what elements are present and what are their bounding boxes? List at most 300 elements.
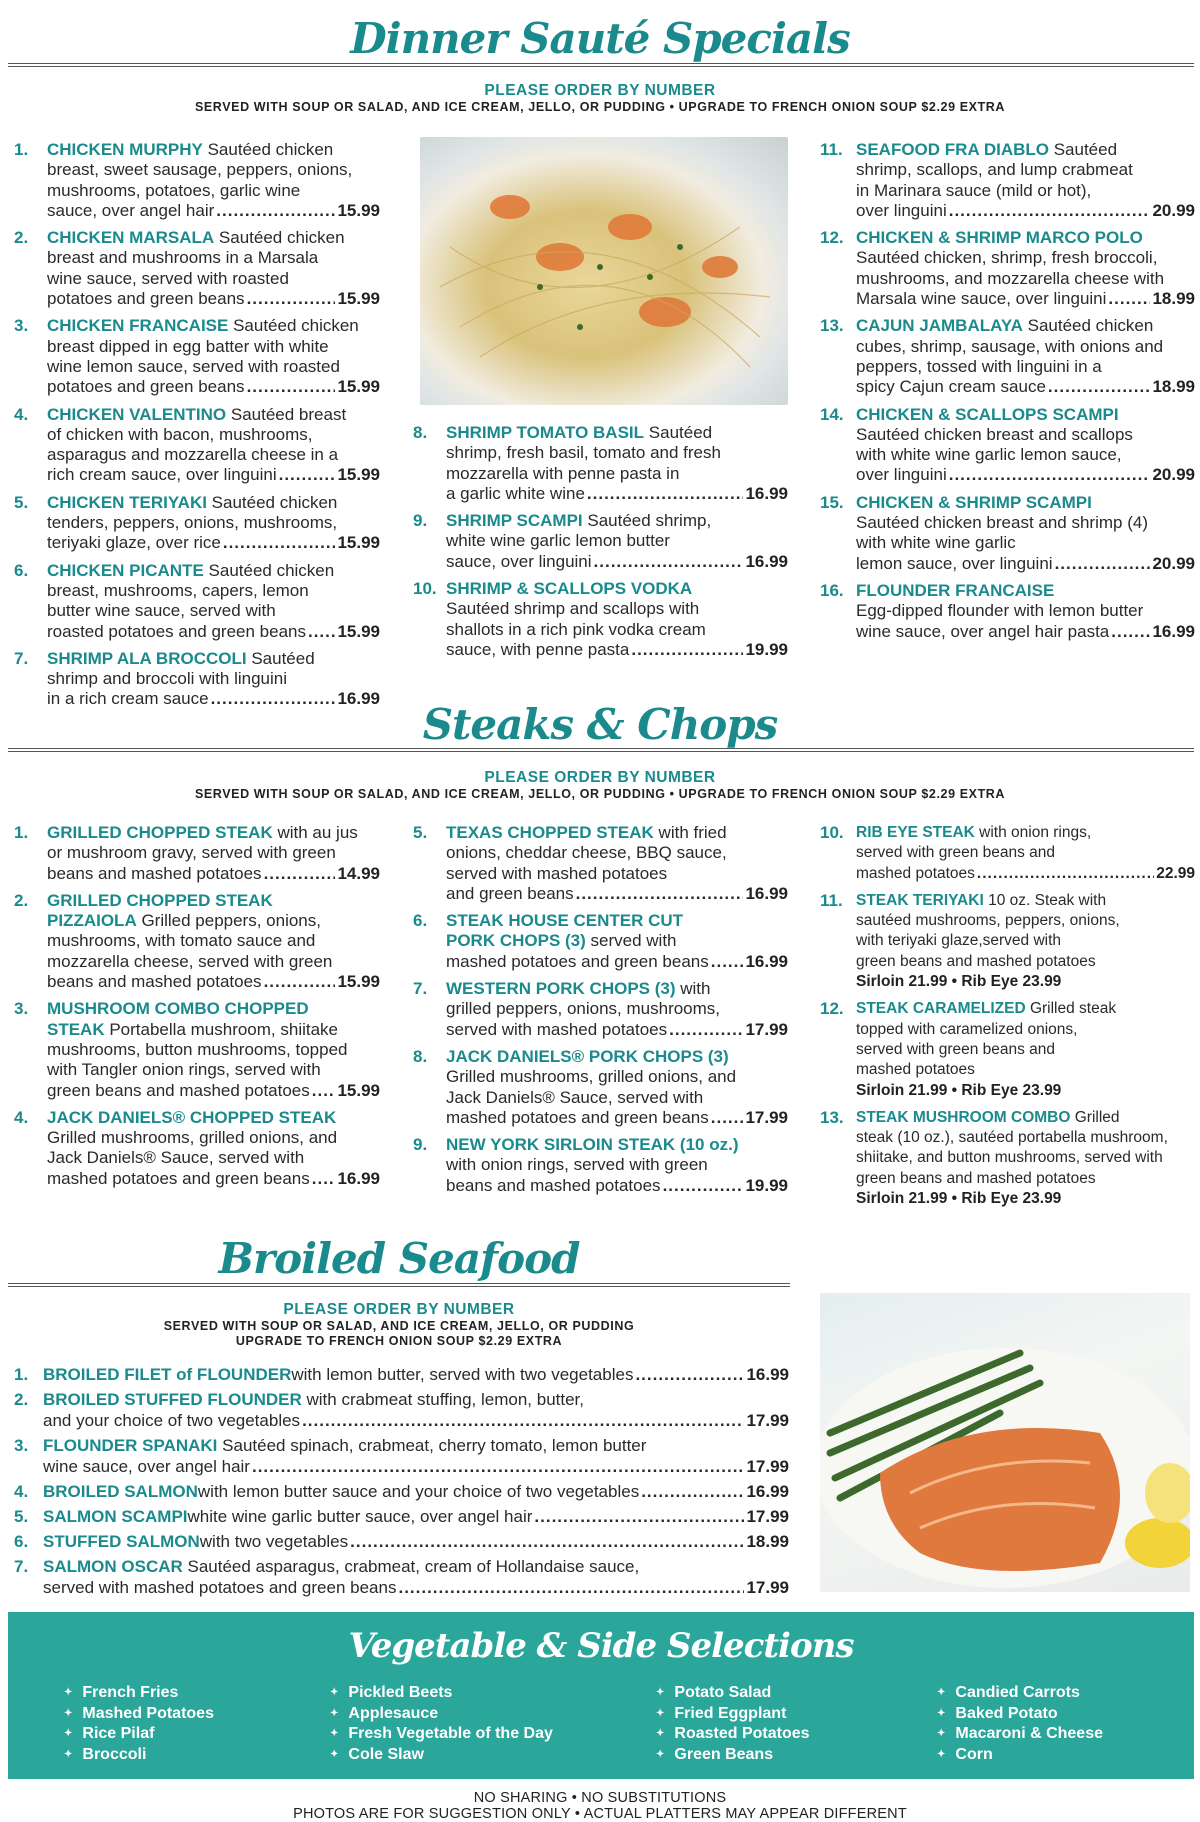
line-text: of chicken with bacon, mushrooms, bbox=[47, 424, 313, 444]
item-description-line bbox=[47, 181, 380, 201]
line-text: with au jus bbox=[272, 823, 358, 842]
line-text: mushrooms, with tomato sauce and bbox=[47, 931, 316, 951]
menu-item bbox=[14, 1481, 789, 1502]
item-description-line bbox=[856, 1148, 1195, 1168]
item-price: 16.99 bbox=[337, 689, 380, 709]
item-first-line bbox=[856, 228, 1195, 248]
line-text: shrimp and broccoli with linguini bbox=[47, 669, 288, 689]
line-text: Sautéed bbox=[644, 423, 713, 442]
menu-item bbox=[820, 493, 1195, 574]
item-description-line bbox=[856, 181, 1195, 201]
divider bbox=[8, 1283, 790, 1287]
item-description-line bbox=[43, 1410, 789, 1431]
item-price: 17.99 bbox=[745, 1019, 788, 1039]
dot-leader bbox=[1111, 622, 1150, 642]
dot-leader bbox=[1108, 289, 1150, 309]
line-text: cubes, shrimp, sausage, with onions and bbox=[856, 336, 1164, 356]
item-number: 6. bbox=[14, 1532, 29, 1551]
line-text: mozzarella with penne pasta in bbox=[446, 463, 680, 483]
line-text: green beans and mashed potatoes bbox=[856, 952, 1096, 970]
item-description-line bbox=[446, 531, 788, 551]
item-number: 3. bbox=[14, 1436, 29, 1455]
item-description-line bbox=[446, 1088, 788, 1108]
item-description-line bbox=[856, 201, 1195, 221]
line-text: tenders, peppers, onions, mushrooms, bbox=[47, 513, 338, 533]
sides-column-1 bbox=[64, 1684, 214, 1767]
salmon-photo bbox=[820, 1293, 1190, 1592]
line-text: Grilled peppers, onions, bbox=[136, 911, 321, 931]
item-description-line bbox=[47, 425, 380, 445]
section-title-saute: Dinner Sauté Specials bbox=[350, 14, 850, 63]
menu-item bbox=[413, 1135, 788, 1196]
item-price: 16.99 bbox=[745, 951, 788, 971]
dot-leader bbox=[279, 465, 336, 485]
dot-leader bbox=[663, 1176, 744, 1196]
steaks-header bbox=[0, 769, 1200, 802]
item-first-line bbox=[856, 316, 1195, 336]
line-text: breast and mushrooms in a Marsala bbox=[47, 248, 319, 268]
line-text: Sautéed chicken bbox=[203, 560, 335, 580]
item-description-line bbox=[856, 931, 1195, 951]
item-description-line bbox=[446, 931, 788, 951]
line-text: served with mashed potatoes bbox=[446, 863, 668, 883]
item-number: 5. bbox=[413, 823, 428, 842]
item-number: 12. bbox=[820, 228, 844, 248]
item-description-line bbox=[47, 377, 380, 397]
line-text: Grilled mushrooms, grilled onions, and bbox=[47, 1128, 338, 1148]
item-name: CHICKEN MURPHY bbox=[47, 140, 203, 159]
menu-item bbox=[820, 405, 1195, 486]
item-number: 2. bbox=[14, 1390, 29, 1409]
dot-leader bbox=[635, 1364, 744, 1385]
item-description-line bbox=[856, 554, 1195, 574]
menu-item bbox=[413, 979, 788, 1040]
item-number: 7. bbox=[14, 648, 29, 668]
dot-leader bbox=[308, 622, 335, 642]
item-description-line bbox=[47, 160, 380, 180]
dot-leader bbox=[223, 533, 336, 553]
item-description-line bbox=[43, 1456, 789, 1477]
item-name: FLOUNDER FRANCAISE bbox=[856, 580, 1055, 600]
dot-leader bbox=[641, 1481, 744, 1502]
item-name: CHICKEN & SHRIMP SCAMPI bbox=[856, 492, 1092, 512]
item-first-line bbox=[47, 891, 380, 911]
item-price: 19.99 bbox=[745, 1175, 788, 1195]
item-description-line bbox=[446, 464, 788, 484]
line-text: wine sauce, served with roasted bbox=[47, 268, 289, 288]
item-price-options: Sirloin 21.99 • Rib Eye 23.99 bbox=[856, 1081, 1062, 1099]
line-text: green beans and mashed potatoes bbox=[47, 1080, 310, 1100]
item-price: 15.99 bbox=[337, 289, 380, 309]
line-text: mashed potatoes and green beans bbox=[446, 1107, 709, 1127]
side-item: ✦ Fresh Vegetable of the Day bbox=[330, 1725, 553, 1746]
line-text: beans and mashed potatoes bbox=[47, 863, 262, 883]
menu-item bbox=[820, 823, 1195, 884]
item-price: 20.99 bbox=[1152, 465, 1195, 485]
line-text: a garlic white wine bbox=[446, 483, 585, 503]
item-name: TEXAS CHOPPED STEAK bbox=[446, 823, 654, 842]
item-name: SHRIMP TOMATO BASIL bbox=[446, 423, 645, 442]
item-first-line bbox=[446, 423, 788, 443]
line-text: beans and mashed potatoes bbox=[446, 1175, 661, 1195]
item-number: 1. bbox=[14, 1365, 29, 1384]
upgrade-note: UPGRADE TO FRENCH ONION SOUP $2.29 EXTRA bbox=[235, 1334, 563, 1348]
footer-no-sharing: NO SHARING • NO SUBSTITUTIONS bbox=[473, 1790, 727, 1806]
item-description-line bbox=[446, 952, 788, 972]
item-number: 15. bbox=[820, 492, 844, 512]
menu-item bbox=[820, 999, 1195, 1100]
item-name: JACK DANIELS® CHOPPED STEAK bbox=[47, 1107, 337, 1127]
dot-leader bbox=[594, 552, 744, 572]
item-description-line bbox=[47, 289, 380, 309]
side-item: ✦ Rice Pilaf bbox=[64, 1725, 214, 1746]
line-text: sauce, with penne pasta bbox=[446, 639, 630, 659]
line-text: and your choice of two vegetables bbox=[43, 1411, 301, 1430]
item-first-line bbox=[47, 649, 380, 669]
line-text: mashed potatoes and green beans bbox=[47, 1168, 310, 1188]
item-description-line bbox=[446, 552, 788, 572]
menu-item bbox=[413, 511, 788, 572]
item-description-line bbox=[446, 999, 788, 1019]
line-text: with bbox=[675, 979, 711, 999]
dot-leader bbox=[949, 201, 1151, 221]
item-description-line bbox=[446, 843, 788, 863]
item-description-line bbox=[446, 484, 788, 504]
item-first-line bbox=[446, 1135, 788, 1155]
line-text: with two vegetables bbox=[199, 1532, 349, 1551]
item-description-line bbox=[47, 952, 380, 972]
side-item: ✦ Roasted Potatoes bbox=[656, 1725, 810, 1746]
item-price: 20.99 bbox=[1152, 200, 1195, 220]
item-first-line bbox=[47, 1108, 380, 1128]
item-name: CHICKEN MARSALA bbox=[47, 228, 215, 248]
line-text: butter wine sauce, served with bbox=[47, 601, 276, 621]
line-text: Sautéed chicken bbox=[202, 140, 334, 159]
item-name: WESTERN PORK CHOPS (3) bbox=[446, 979, 676, 999]
item-price-options: Sirloin 21.99 • Rib Eye 23.99 bbox=[856, 1190, 1062, 1208]
item-description-line bbox=[856, 1060, 1195, 1080]
item-number: 4. bbox=[14, 1107, 29, 1127]
line-text: mashed potatoes bbox=[856, 864, 975, 882]
menu-item bbox=[820, 316, 1195, 397]
line-text: with teriyaki glaze,served with bbox=[856, 932, 1062, 950]
line-text: in Marinara sauce (mild or hot), bbox=[856, 180, 1092, 200]
side-item: ✦ Applesauce bbox=[330, 1705, 553, 1726]
item-name: CHICKEN PICANTE bbox=[47, 560, 204, 580]
item-name: MUSHROOM COMBO CHOPPED bbox=[47, 999, 309, 1019]
side-item: ✦ Broccoli bbox=[64, 1746, 214, 1767]
line-text: sautéed mushrooms, peppers, onions, bbox=[856, 912, 1120, 930]
item-description-line bbox=[47, 1148, 380, 1168]
section-title-steaks: Steaks & Chops bbox=[422, 700, 778, 749]
line-text: with Tangler onion rings, served with bbox=[47, 1060, 321, 1080]
item-description-line bbox=[47, 248, 380, 268]
item-number: 13. bbox=[820, 1107, 844, 1127]
item-name: CAJUN JAMBALAYA bbox=[856, 316, 1023, 336]
item-first-line bbox=[43, 1556, 789, 1577]
menu-item bbox=[14, 316, 380, 397]
item-description-line bbox=[47, 513, 380, 533]
item-first-line bbox=[446, 1047, 788, 1067]
item-number: 10. bbox=[820, 823, 844, 842]
menu-item bbox=[14, 1108, 380, 1189]
item-price: 19.99 bbox=[745, 639, 788, 659]
line-text: Grilled steak bbox=[1025, 1000, 1117, 1018]
item-first-line bbox=[47, 823, 380, 843]
item-description-line bbox=[446, 1176, 788, 1196]
line-text: beans and mashed potatoes bbox=[47, 972, 262, 992]
side-item: ✦ Cole Slaw bbox=[330, 1746, 553, 1767]
line-text: wine sauce, over angel hair pasta bbox=[856, 621, 1110, 641]
menu-item bbox=[14, 1506, 789, 1527]
item-description-line bbox=[856, 357, 1195, 377]
item-first-line bbox=[446, 579, 788, 599]
line-text: breast, mushrooms, capers, lemon bbox=[47, 580, 309, 600]
item-name: FLOUNDER SPANAKI bbox=[43, 1436, 218, 1455]
item-number: 11. bbox=[820, 890, 843, 910]
shrimp-pasta-photo bbox=[420, 137, 788, 405]
divider bbox=[8, 63, 1194, 67]
item-number: 1. bbox=[14, 823, 29, 842]
line-text: served with bbox=[585, 931, 677, 951]
item-price: 17.99 bbox=[745, 1107, 788, 1127]
item-description-line bbox=[446, 1020, 788, 1040]
item-number: 11. bbox=[820, 140, 843, 159]
menu-item bbox=[820, 891, 1195, 992]
line-text: with lemon butter, served with two vegetables bbox=[291, 1365, 634, 1384]
item-name: STUFFED SALMON bbox=[43, 1532, 200, 1551]
side-item: ✦ Candied Carrots bbox=[937, 1684, 1103, 1705]
item-description-line bbox=[47, 581, 380, 601]
item-first-line bbox=[47, 405, 380, 425]
item-first-line bbox=[856, 823, 1195, 843]
item-description-line bbox=[856, 337, 1195, 357]
item-name: BROILED FILET of FLOUNDER bbox=[43, 1365, 292, 1384]
menu-item bbox=[14, 228, 380, 309]
line-text: peppers, tossed with linguini in a bbox=[856, 356, 1102, 376]
line-text: breast dipped in egg batter with white bbox=[47, 336, 329, 356]
saute-column-2 bbox=[413, 423, 788, 667]
dot-leader bbox=[302, 1410, 744, 1431]
item-first-line bbox=[43, 1481, 789, 1502]
line-text: shrimp, fresh basil, tomato and fresh bbox=[446, 443, 721, 463]
item-name-continued: PORK CHOPS (3) bbox=[446, 931, 586, 951]
item-description-line bbox=[856, 952, 1195, 972]
item-description-line bbox=[47, 1060, 380, 1080]
dot-leader bbox=[1055, 554, 1151, 574]
line-text: Sautéed bbox=[1048, 140, 1118, 159]
item-description-line bbox=[856, 1020, 1195, 1040]
line-text: potatoes and green beans bbox=[47, 289, 245, 309]
line-text: Sautéed breast bbox=[226, 404, 347, 424]
line-text: with onion rings, bbox=[974, 824, 1092, 841]
item-name: SHRIMP SCAMPI bbox=[446, 511, 583, 531]
item-price: 15.99 bbox=[337, 465, 380, 485]
line-text: Sautéed chicken, shrimp, fresh broccoli, bbox=[856, 248, 1158, 268]
dot-leader bbox=[264, 972, 336, 992]
item-name: SALMON SCAMPI bbox=[43, 1507, 188, 1526]
menu-item bbox=[820, 140, 1195, 221]
shrimp-pasta-image bbox=[420, 137, 788, 405]
line-text: mushrooms, button mushrooms, topped bbox=[47, 1039, 348, 1059]
dot-leader bbox=[711, 1108, 744, 1128]
item-number: 12. bbox=[820, 999, 844, 1019]
steaks-column-3 bbox=[820, 823, 1195, 1216]
line-text: Sautéed chicken bbox=[228, 316, 359, 336]
line-text: 10 oz. Steak with bbox=[983, 891, 1107, 909]
dot-leader bbox=[631, 640, 743, 660]
item-description-line bbox=[47, 445, 380, 465]
item-price: 16.99 bbox=[745, 483, 788, 503]
dot-leader bbox=[587, 484, 744, 504]
line-text: with onion rings, served with green bbox=[446, 1155, 708, 1175]
seafood-list bbox=[14, 1364, 789, 1602]
item-price: 18.99 bbox=[1152, 377, 1195, 397]
item-description-line bbox=[856, 533, 1195, 553]
item-first-line bbox=[446, 823, 788, 843]
menu-item bbox=[413, 1047, 788, 1128]
sides-column-4 bbox=[937, 1684, 1103, 1767]
item-price: 14.99 bbox=[337, 863, 380, 883]
item-description-line bbox=[47, 465, 380, 485]
item-price: 15.99 bbox=[337, 200, 380, 220]
item-description-line bbox=[47, 669, 380, 689]
item-description-line bbox=[47, 1020, 380, 1040]
item-first-line bbox=[47, 561, 380, 581]
order-by-number: PLEASE ORDER BY NUMBER bbox=[484, 82, 716, 99]
item-description-line bbox=[47, 1081, 380, 1101]
line-text: mashed potatoes and green beans bbox=[446, 951, 709, 971]
side-item: ✦ Baked Potato bbox=[937, 1705, 1103, 1726]
line-text: Sautéed shrimp, bbox=[582, 511, 712, 531]
dot-leader bbox=[576, 884, 744, 904]
line-text: Marsala wine sauce, over linguini bbox=[856, 289, 1107, 309]
item-name: GRILLED CHOPPED STEAK bbox=[47, 823, 273, 842]
item-description-line bbox=[856, 1128, 1195, 1148]
menu-item bbox=[14, 140, 380, 221]
item-first-line bbox=[856, 405, 1195, 425]
line-text: over linguini bbox=[856, 200, 947, 220]
item-price: 17.99 bbox=[746, 1411, 789, 1430]
line-text: teriyaki glaze, over rice bbox=[47, 533, 221, 553]
menu-item bbox=[14, 493, 380, 554]
item-first-line bbox=[856, 140, 1195, 160]
item-first-line bbox=[856, 999, 1195, 1019]
line-text: Sautéed chicken bbox=[214, 228, 345, 248]
dot-leader bbox=[977, 864, 1154, 884]
section-title-seafood: Broiled Seafood bbox=[218, 1234, 580, 1283]
line-text: Sautéed bbox=[246, 648, 315, 668]
line-text: with white wine garlic lemon sauce, bbox=[856, 445, 1122, 465]
order-by-number: PLEASE ORDER BY NUMBER bbox=[283, 1301, 515, 1318]
item-name: STEAK HOUSE CENTER CUT bbox=[446, 911, 684, 931]
item-description-line bbox=[856, 513, 1195, 533]
item-name: JACK DANIELS® PORK CHOPS (3) bbox=[446, 1046, 729, 1066]
item-number: 1. bbox=[14, 140, 29, 159]
dot-leader bbox=[312, 1081, 336, 1101]
seafood-header bbox=[0, 1301, 798, 1349]
item-number: 14. bbox=[820, 404, 844, 424]
item-price: 16.99 bbox=[746, 1482, 789, 1501]
item-name-continued: STEAK bbox=[47, 1019, 105, 1039]
line-text: sauce, over angel hair bbox=[47, 200, 215, 220]
item-price: 16.99 bbox=[337, 1168, 380, 1188]
line-text: Sautéed spinach, crabmeat, cherry tomato, lemon butter bbox=[217, 1436, 647, 1455]
side-item: ✦ Corn bbox=[937, 1746, 1103, 1767]
steaks-column-1 bbox=[14, 823, 380, 1196]
dot-leader bbox=[398, 1577, 744, 1598]
line-text: mushrooms, potatoes, garlic wine bbox=[47, 180, 301, 200]
item-description-line bbox=[446, 599, 788, 619]
item-first-line bbox=[43, 1435, 789, 1456]
line-text: and green beans bbox=[446, 883, 574, 903]
item-first-line bbox=[43, 1364, 789, 1385]
item-number: 5. bbox=[14, 492, 29, 512]
item-description-line bbox=[856, 1040, 1195, 1060]
item-description-line bbox=[856, 911, 1195, 931]
item-number: 6. bbox=[14, 560, 29, 580]
line-text: served with mashed potatoes and green beans bbox=[43, 1578, 397, 1597]
menu-item bbox=[14, 1364, 789, 1385]
line-text: grilled peppers, onions, mushrooms, bbox=[446, 999, 721, 1019]
item-name: STEAK TERIYAKI bbox=[856, 891, 984, 909]
item-number: 5. bbox=[14, 1507, 29, 1526]
line-text: Sautéed chicken bbox=[1022, 316, 1154, 336]
item-name: SHRIMP & SCALLOPS VODKA bbox=[446, 579, 693, 599]
item-first-line bbox=[47, 999, 380, 1019]
item-number: 7. bbox=[413, 979, 428, 999]
menu-item bbox=[820, 228, 1195, 309]
item-price: 18.99 bbox=[746, 1532, 789, 1551]
saute-column-1 bbox=[14, 140, 380, 717]
item-description-line bbox=[47, 357, 380, 377]
item-description-line bbox=[47, 622, 380, 642]
dot-leader bbox=[247, 377, 336, 397]
dot-leader bbox=[949, 465, 1151, 485]
item-description-line bbox=[446, 640, 788, 660]
item-number: 7. bbox=[14, 1557, 29, 1576]
line-text: served with green beans and bbox=[856, 1040, 1056, 1058]
line-text: with crabmeat stuffing, lemon, butter, bbox=[301, 1390, 584, 1409]
menu-item bbox=[14, 823, 380, 884]
item-description-line bbox=[47, 931, 380, 951]
item-price: 15.99 bbox=[337, 377, 380, 397]
item-name: RIB EYE STEAK bbox=[856, 824, 975, 841]
line-text: mushrooms, and mozzarella cheese with bbox=[856, 268, 1165, 288]
line-text: steak (10 oz.), sautéed portabella mushroom, bbox=[856, 1129, 1168, 1147]
item-first-line bbox=[47, 140, 380, 160]
item-name: BROILED SALMON bbox=[43, 1482, 198, 1501]
item-description-line bbox=[47, 337, 380, 357]
line-text: Sautéed chicken breast and scallops bbox=[856, 424, 1133, 444]
divider bbox=[8, 748, 1194, 752]
line-text: white wine garlic lemon butter bbox=[446, 531, 670, 551]
item-description-line bbox=[47, 843, 380, 863]
item-description-line bbox=[856, 1169, 1195, 1189]
footer-photo-disclaimer: PHOTOS ARE FOR SUGGESTION ONLY • ACTUAL PLATTERS MAY APPEAR DIFFERENT bbox=[293, 1806, 907, 1822]
side-item: ✦ Potato Salad bbox=[656, 1684, 810, 1705]
menu-item bbox=[413, 823, 788, 904]
line-text: over linguini bbox=[856, 465, 947, 485]
dot-leader bbox=[1048, 377, 1151, 397]
item-name: CHICKEN VALENTINO bbox=[47, 404, 227, 424]
dot-leader bbox=[264, 864, 336, 884]
item-description-line bbox=[47, 864, 380, 884]
line-text: onions, cheddar cheese, BBQ sauce, bbox=[446, 843, 727, 863]
line-text: roasted potatoes and green beans bbox=[47, 621, 306, 641]
line-text: white wine garlic butter sauce, over angel hair bbox=[187, 1507, 533, 1526]
menu-item bbox=[413, 579, 788, 660]
